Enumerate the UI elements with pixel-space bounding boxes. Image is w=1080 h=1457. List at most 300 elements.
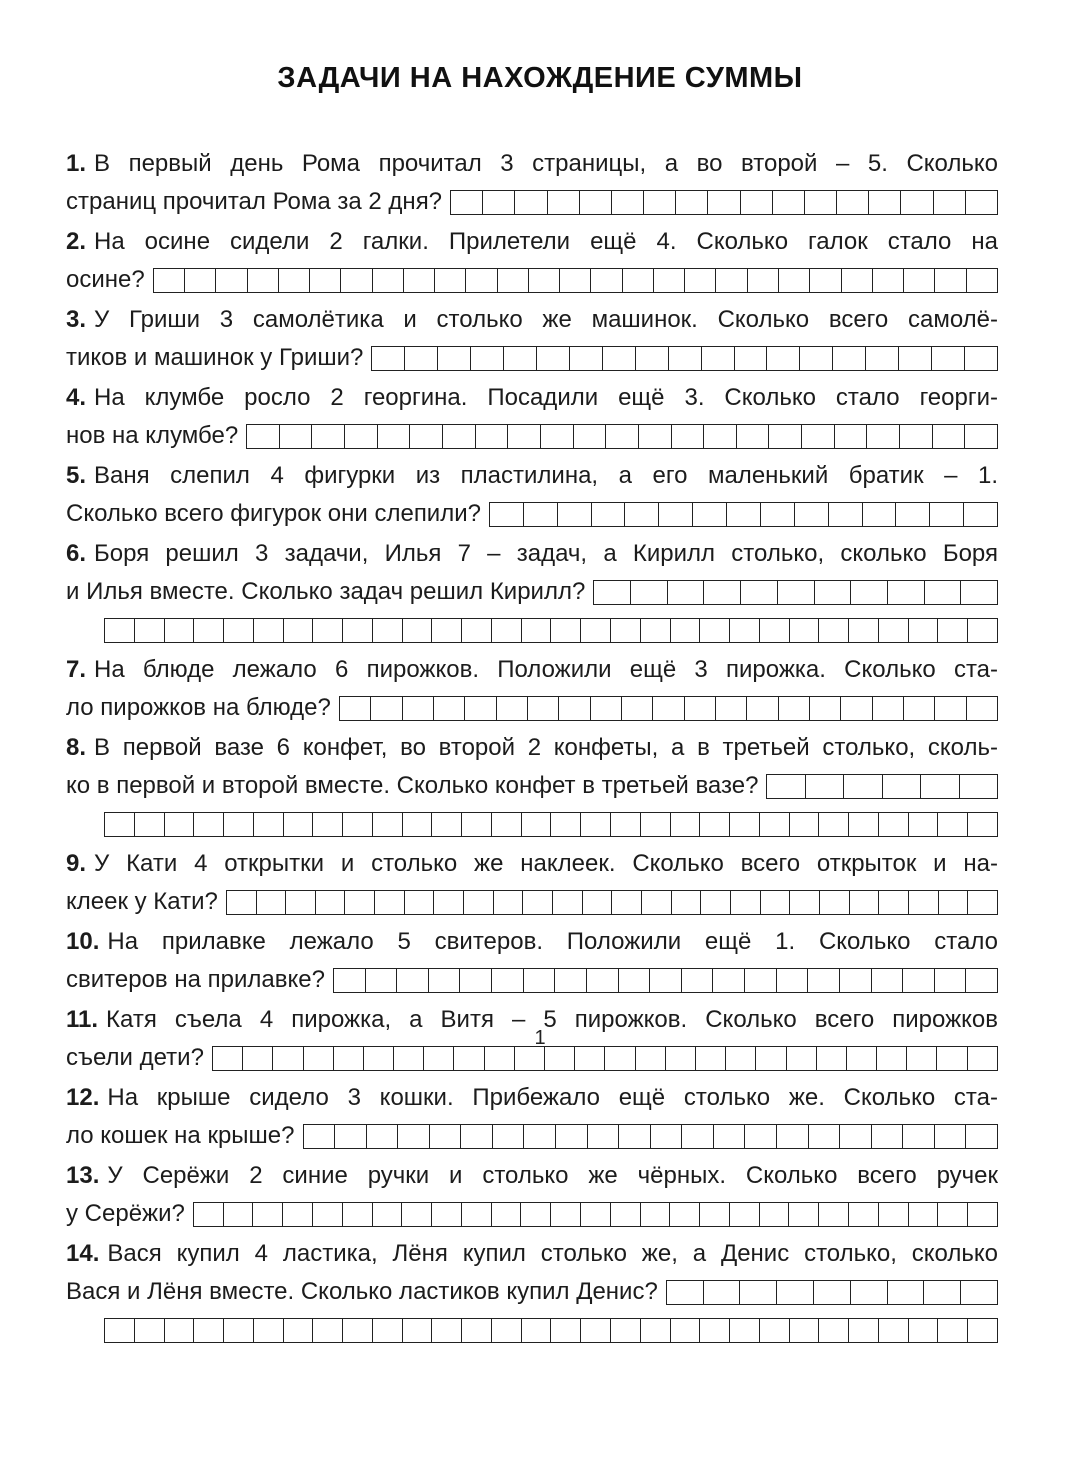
answer-cell[interactable] [373,813,403,836]
answer-cell[interactable] [316,891,346,914]
answer-cell[interactable] [938,1319,968,1342]
answer-cell[interactable] [685,697,716,720]
answer-cell[interactable] [741,581,778,604]
answer-cell[interactable] [313,619,343,642]
answer-cell[interactable] [464,891,494,914]
answer-cell[interactable] [644,191,676,214]
answer-cells[interactable] [303,1124,999,1149]
answer-cell[interactable] [373,619,403,642]
answer-cell[interactable] [921,775,959,798]
answer-cell[interactable] [551,1319,581,1342]
answer-cell[interactable] [497,697,528,720]
answer-cell[interactable] [863,503,897,526]
answer-cell[interactable] [583,891,613,914]
answer-cell[interactable] [508,425,541,448]
answer-cell[interactable] [194,1319,224,1342]
answer-cell[interactable] [611,619,641,642]
answer-cell[interactable] [581,813,611,836]
answer-cell[interactable] [849,1203,879,1226]
answer-cell[interactable] [343,1203,373,1226]
answer-cell[interactable] [612,191,644,214]
answer-cell[interactable] [866,347,899,370]
answer-cells[interactable] [153,268,998,293]
answer-cell[interactable] [548,191,580,214]
answer-cell[interactable] [435,269,466,292]
answer-cell[interactable] [432,1203,462,1226]
answer-cell[interactable] [896,503,930,526]
answer-cell[interactable] [559,697,590,720]
answer-cell[interactable] [700,813,730,836]
answer-cell[interactable] [967,697,998,720]
answer-cell[interactable] [483,191,515,214]
answer-cell[interactable] [432,619,462,642]
answer-cell[interactable] [841,697,872,720]
answer-cell[interactable] [909,813,939,836]
answer-cell[interactable] [888,1281,925,1304]
answer-cell[interactable] [701,891,731,914]
answer-cell[interactable] [313,813,343,836]
answer-cell[interactable] [819,619,849,642]
answer-cell[interactable] [312,425,345,448]
answer-cell[interactable] [341,269,372,292]
answer-cell[interactable] [521,1203,551,1226]
answer-cells[interactable] [666,1280,998,1305]
answer-cell[interactable] [932,347,965,370]
answer-cell[interactable] [405,891,435,914]
answer-cell[interactable] [741,191,773,214]
answer-cell[interactable] [558,503,592,526]
answer-cell[interactable] [625,503,659,526]
answer-cell[interactable] [465,697,496,720]
answer-cell[interactable] [402,1203,432,1226]
answer-cell[interactable] [730,1319,760,1342]
answer-cell[interactable] [257,891,287,914]
answer-cell[interactable] [704,1281,741,1304]
answer-cell[interactable] [591,697,622,720]
answer-cell[interactable] [556,1125,588,1148]
answer-cell[interactable] [716,269,747,292]
answer-cell[interactable] [434,697,465,720]
answer-cell[interactable] [965,425,998,448]
answer-cell[interactable] [529,269,560,292]
answer-cell[interactable] [135,813,165,836]
answer-cell[interactable] [745,1125,777,1148]
answer-cell[interactable] [829,503,863,526]
answer-cell[interactable] [224,1203,254,1226]
answer-cell[interactable] [814,1281,851,1304]
answer-cell[interactable] [779,269,810,292]
answer-cell[interactable] [777,969,809,992]
answer-cell[interactable] [835,425,868,448]
answer-cell[interactable] [773,191,805,214]
answer-cell[interactable] [708,191,740,214]
answer-cell[interactable] [935,697,966,720]
answer-cell[interactable] [523,891,553,914]
answer-cell[interactable] [740,1281,777,1304]
answer-cell[interactable] [581,619,611,642]
answer-cell[interactable] [795,503,829,526]
answer-cell[interactable] [900,425,933,448]
answer-cell[interactable] [935,269,966,292]
answer-cell[interactable] [682,969,714,992]
answer-cell[interactable] [676,191,708,214]
answer-cell[interactable] [432,1319,462,1342]
answer-cell[interactable] [790,891,820,914]
answer-cell[interactable] [165,619,195,642]
answer-cell[interactable] [879,619,909,642]
answer-cell[interactable] [404,269,435,292]
answer-cell[interactable] [194,619,224,642]
answer-cell[interactable] [802,425,835,448]
answer-cell[interactable] [594,581,631,604]
answer-cell[interactable] [105,813,135,836]
answer-cell[interactable] [588,1125,620,1148]
answer-cell[interactable] [254,813,284,836]
answer-cell[interactable] [966,1125,998,1148]
answer-cell[interactable] [849,813,879,836]
answer-cell[interactable] [966,191,998,214]
answer-cell[interactable] [432,813,462,836]
answer-cell[interactable] [471,347,504,370]
answer-cell[interactable] [899,347,932,370]
answer-cell[interactable] [367,1125,399,1148]
answer-cell[interactable] [165,813,195,836]
answer-cell[interactable] [224,619,254,642]
answer-cell[interactable] [135,1319,165,1342]
answer-cell[interactable] [650,969,682,992]
answer-cell[interactable] [901,191,933,214]
answer-cell[interactable] [492,1319,522,1342]
answer-cell[interactable] [403,619,433,642]
answer-cell[interactable] [619,969,651,992]
answer-cell[interactable] [837,191,869,214]
answer-cell[interactable] [492,969,524,992]
answer-cell[interactable] [815,581,852,604]
answer-cell[interactable] [879,891,909,914]
answer-cell[interactable] [653,697,684,720]
answer-cell[interactable] [611,813,641,836]
answer-cell[interactable] [966,969,998,992]
answer-cell[interactable] [612,891,642,914]
answer-cell[interactable] [405,347,438,370]
answer-cell[interactable] [840,1125,872,1148]
answer-cell[interactable] [135,619,165,642]
answer-cell[interactable] [641,619,671,642]
answer-cell[interactable] [760,1319,790,1342]
answer-cells[interactable] [593,580,998,605]
answer-cell[interactable] [819,813,849,836]
answer-cell[interactable] [727,503,761,526]
answer-cells[interactable] [246,424,998,449]
answer-cell[interactable] [933,425,966,448]
answer-cell[interactable] [462,813,492,836]
answer-cell[interactable] [555,969,587,992]
answer-cell[interactable] [551,813,581,836]
answer-cells[interactable] [333,968,998,993]
answer-cell[interactable] [343,619,373,642]
answer-cell[interactable] [968,891,998,914]
answer-cell[interactable] [714,1125,746,1148]
answer-cell[interactable] [570,347,603,370]
answer-cell[interactable] [461,1125,493,1148]
answer-cell[interactable] [760,1203,790,1226]
answer-cell[interactable] [888,581,925,604]
answer-cell[interactable] [253,1203,283,1226]
answer-cells[interactable] [766,774,998,799]
answer-cell[interactable] [934,191,966,214]
answer-cell[interactable] [580,191,612,214]
answer-cell[interactable] [935,969,967,992]
answer-cells[interactable] [489,502,998,527]
answer-cell[interactable] [105,619,135,642]
answer-cell[interactable] [938,1203,968,1226]
answer-cell[interactable] [194,813,224,836]
answer-cell[interactable] [494,891,524,914]
answer-cell[interactable] [224,813,254,836]
answer-cell[interactable] [522,619,552,642]
answer-cell[interactable] [154,269,185,292]
answer-cell[interactable] [476,425,509,448]
answer-cell[interactable] [522,813,552,836]
answer-cell[interactable] [808,969,840,992]
answer-cell[interactable] [165,1319,195,1342]
answer-cells[interactable] [193,1202,998,1227]
answer-cell[interactable] [430,1125,462,1148]
answer-cell[interactable] [622,697,653,720]
answer-cell[interactable] [730,1203,760,1226]
answer-cell[interactable] [820,891,850,914]
answer-cell[interactable] [286,891,316,914]
answer-cell[interactable] [398,1125,430,1148]
answer-cell[interactable] [619,1125,651,1148]
answer-cell[interactable] [335,1125,367,1148]
answer-cell[interactable] [682,1125,714,1148]
answer-cell[interactable] [935,1125,967,1148]
answer-cell[interactable] [810,697,841,720]
answer-cell[interactable] [254,619,284,642]
answer-cell[interactable] [524,503,558,526]
answer-cell[interactable] [462,1319,492,1342]
answer-cell[interactable] [869,191,901,214]
answer-cell[interactable] [438,347,471,370]
answer-cell[interactable] [964,503,998,526]
answer-cell[interactable] [819,1203,849,1226]
answer-cell[interactable] [551,1203,581,1226]
answer-cell[interactable] [284,619,314,642]
answer-cell[interactable] [581,1319,611,1342]
answer-cell[interactable] [730,619,760,642]
answer-cell[interactable] [541,425,574,448]
answer-cell[interactable] [806,775,844,798]
answer-cell[interactable] [373,269,404,292]
answer-cell[interactable] [304,1125,336,1148]
answer-cell[interactable] [840,969,872,992]
answer-cell[interactable] [867,425,900,448]
answer-cell[interactable] [105,1319,135,1342]
answer-cell[interactable] [700,1203,730,1226]
answer-cell[interactable] [460,969,492,992]
answer-cell[interactable] [334,969,366,992]
answer-cell[interactable] [371,697,402,720]
answer-cell[interactable] [553,891,583,914]
answer-cell[interactable] [904,269,935,292]
answer-cell[interactable] [403,1319,433,1342]
answer-cell[interactable] [672,425,705,448]
answer-cell[interactable] [403,697,434,720]
answer-cell[interactable] [284,813,314,836]
answer-cell[interactable] [672,891,702,914]
answer-cell[interactable] [636,347,669,370]
answer-cell[interactable] [492,1203,522,1226]
answer-cell[interactable] [372,347,405,370]
answer-cell[interactable] [254,1319,284,1342]
answer-cell[interactable] [283,1203,313,1226]
answer-cell[interactable] [667,1281,704,1304]
answer-cell[interactable] [748,269,779,292]
answer-cell[interactable] [403,813,433,836]
answer-cell[interactable] [767,347,800,370]
answer-cell[interactable] [819,1319,849,1342]
answer-cell[interactable] [429,969,461,992]
answer-cell[interactable] [498,269,529,292]
answer-cell[interactable] [434,891,464,914]
answer-cell[interactable] [938,813,968,836]
answer-cell[interactable] [702,347,735,370]
answer-cell[interactable] [903,1125,935,1148]
answer-cell[interactable] [642,891,672,914]
answer-cell[interactable] [591,269,622,292]
answer-cell[interactable] [490,503,524,526]
answer-cell[interactable] [833,347,866,370]
answer-cell[interactable] [872,1125,904,1148]
answer-cell[interactable] [713,969,745,992]
answer-cell[interactable] [800,347,833,370]
answer-cell[interactable] [581,1203,611,1226]
answer-cell[interactable] [704,581,741,604]
answer-cell[interactable] [587,969,619,992]
answer-cell[interactable] [611,1203,641,1226]
answer-cell[interactable] [925,581,962,604]
answer-cell[interactable] [462,1203,492,1226]
answer-cell[interactable] [345,425,378,448]
answer-cells-extra[interactable] [104,812,998,837]
answer-cell[interactable] [504,347,537,370]
answer-cell[interactable] [343,1319,373,1342]
answer-cell[interactable] [872,969,904,992]
answer-cell[interactable] [779,697,810,720]
answer-cell[interactable] [849,619,879,642]
answer-cell[interactable] [761,503,795,526]
answer-cell[interactable] [247,425,280,448]
answer-cell[interactable] [731,891,761,914]
answer-cell[interactable] [522,1319,552,1342]
answer-cell[interactable] [909,619,939,642]
answer-cell[interactable] [745,969,777,992]
answer-cell[interactable] [284,1319,314,1342]
answer-cell[interactable] [671,1319,701,1342]
answer-cell[interactable] [778,581,815,604]
answer-cell[interactable] [524,1125,556,1148]
answer-cell[interactable] [611,1319,641,1342]
answer-cell[interactable] [641,1203,671,1226]
answer-cell[interactable] [574,425,607,448]
answer-cell[interactable] [654,269,685,292]
answer-cell[interactable] [760,813,790,836]
answer-cell[interactable] [909,891,939,914]
answer-cell[interactable] [873,697,904,720]
answer-cell[interactable] [515,191,547,214]
answer-cell[interactable] [938,619,968,642]
answer-cell[interactable] [777,1281,814,1304]
answer-cell[interactable] [313,1203,343,1226]
answer-cell[interactable] [909,1319,939,1342]
answer-cell[interactable] [735,347,768,370]
answer-cell[interactable] [850,891,880,914]
answer-cell[interactable] [968,1203,998,1226]
answer-cell[interactable] [968,1319,998,1342]
answer-cell[interactable] [730,813,760,836]
answer-cell[interactable] [669,347,702,370]
answer-cell[interactable] [651,1125,683,1148]
answer-cell[interactable] [924,1281,961,1304]
answer-cell[interactable] [492,813,522,836]
answer-cell[interactable] [968,813,998,836]
answer-cell[interactable] [592,503,626,526]
answer-cell[interactable] [849,1319,879,1342]
answer-cell[interactable] [462,619,492,642]
answer-cell[interactable] [747,697,778,720]
answer-cell[interactable] [366,969,398,992]
answer-cell[interactable] [700,1319,730,1342]
answer-cell[interactable] [641,813,671,836]
answer-cells-extra[interactable] [104,1318,998,1343]
answer-cell[interactable] [537,347,570,370]
answer-cell[interactable] [310,269,341,292]
answer-cell[interactable] [760,619,790,642]
answer-cell[interactable] [685,269,716,292]
answer-cell[interactable] [345,891,375,914]
answer-cell[interactable] [670,1203,700,1226]
answer-cell[interactable] [737,425,770,448]
answer-cell[interactable] [879,1203,909,1226]
answer-cell[interactable] [939,891,969,914]
answer-cell[interactable] [375,891,405,914]
answer-cell[interactable] [524,969,556,992]
answer-cell[interactable] [280,425,313,448]
answer-cell[interactable] [777,1125,809,1148]
answer-cells[interactable] [450,190,998,215]
answer-cell[interactable] [185,269,216,292]
answer-cell[interactable] [903,969,935,992]
answer-cell[interactable] [761,891,791,914]
answer-cell[interactable] [809,1125,841,1148]
answer-cell[interactable] [528,697,559,720]
answer-cell[interactable] [668,581,705,604]
answer-cells-extra[interactable] [104,618,998,643]
answer-cell[interactable] [248,269,279,292]
answer-cell[interactable] [603,347,636,370]
answer-cell[interactable] [851,581,888,604]
answer-cell[interactable] [279,269,310,292]
answer-cell[interactable] [194,1203,224,1226]
answer-cell[interactable] [810,269,841,292]
answer-cell[interactable] [227,891,257,914]
answer-cell[interactable] [967,269,998,292]
answer-cell[interactable] [606,425,639,448]
answer-cells[interactable] [371,346,998,371]
answer-cell[interactable] [492,619,522,642]
answer-cells[interactable] [226,890,998,915]
